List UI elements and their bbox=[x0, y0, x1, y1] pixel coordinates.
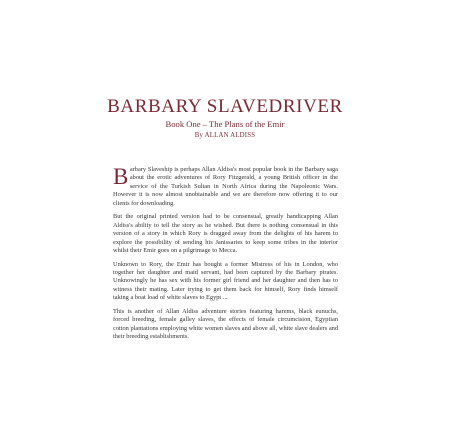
book-subtitle: Book One – The Plans of the Emir bbox=[165, 119, 285, 129]
paragraph-4: This is another of Allan Aldiss adventure stories featuring harems, black eunuchs, forced breeding, female galley slaves, the effects of female circumcision, Egyptian cotton plantations employing white women slaves and above all, white slave dealers and their breeding establishments. bbox=[113, 307, 338, 341]
paragraph-2: But the original printed version had to be consensual, greatly handicapping Allan Aldiss's ability to tell the story as he wished. But there is nothing consensual in this version of a story in which Rory is dragged away from the delights of his harem to explore the possibility of sending his Janissaries to keep some tribes in the interior whilst their Emir goes on a pilgrimage to Mecca. bbox=[113, 213, 338, 254]
paragraph-1-text: arbary Slaveship is perhaps Allan Aldiss's most popular book in the Barbary saga about the erotic adventures of Rory Fitzgerald, a young British officer in the service of the Turkish Sultan in North Africa during the Napoleonic Wars. However it is now almost unobtainable and we are therefore now offering it to our clients for downloading. bbox=[113, 166, 338, 207]
paragraph-1 bbox=[113, 166, 338, 208]
book-title: BARBARY SLAVEDRIVER bbox=[107, 96, 343, 117]
description-body bbox=[113, 166, 338, 347]
drop-cap: B bbox=[113, 164, 129, 189]
author-byline: By ALLAN ALDISS bbox=[194, 132, 256, 139]
paragraph-3: Unknown to Rory, the Emir has bought a former Mistress of his in London, who together her daughter and maid servant, had been captured by the Barbary pirates. Unknowingly he has sex with his former girl friend and her daughter and then has to witness their mating. Later trying to get them back for himself, Rory finds himself taking a boat load of white slaves to Egypt ... bbox=[113, 260, 338, 302]
